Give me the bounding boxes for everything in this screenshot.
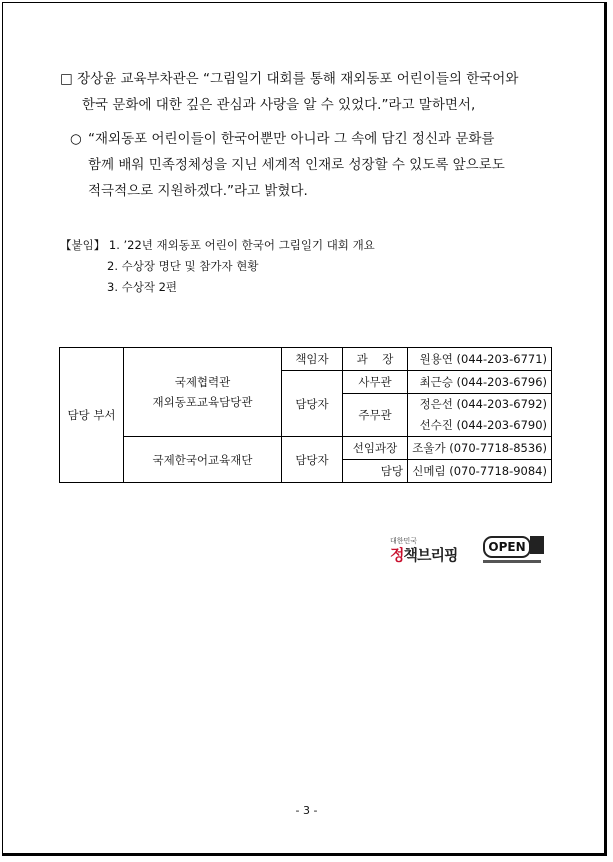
position-staff-officer: 주무관 xyxy=(343,394,408,437)
square-bullet: □ xyxy=(60,71,73,87)
contact-senior-manager: 조울가 (070-7718-8536) xyxy=(408,437,552,460)
role-staff-2: 담당자 xyxy=(282,437,343,483)
attachment-item: 2. 수상장 명단 및 참가자 현황 xyxy=(107,259,259,273)
attachment-label: 【붙임】 xyxy=(60,238,106,252)
paragraph2-line1: “재외동포 어린이들이 한국어뿐만 아니라 그 속에 담긴 정신과 문화를 xyxy=(88,131,495,147)
license-badge-icon xyxy=(530,536,544,554)
paragraph-quote xyxy=(70,126,560,204)
paragraph2-line3: 적극적으로 지원하겠다.”라고 밝혔다. xyxy=(88,183,308,199)
page-number: - 3 - xyxy=(295,804,318,817)
contact-manager: 신메림 (070-7718-9084) xyxy=(408,460,552,483)
contact-director: 원용연 (044-203-6771) xyxy=(408,348,552,371)
paragraph-vice-minister xyxy=(60,66,560,118)
circle-bullet: ○ xyxy=(70,131,82,147)
license-caption-icon xyxy=(483,559,541,566)
contact-table xyxy=(59,347,552,483)
open-license-logo xyxy=(483,536,545,566)
paragraph2-line1-row xyxy=(70,126,560,152)
attachments-list xyxy=(60,235,375,298)
paragraph1-line1: 장상윤 교육부차관은 “그림일기 대회를 통해 재외동포 어린이들의 한국어와 xyxy=(77,71,519,87)
role-chief: 책임자 xyxy=(282,348,343,371)
role-staff: 담당자 xyxy=(282,371,343,437)
position-officer: 사무관 xyxy=(343,371,408,394)
paragraph2-line2: 함께 배워 민족정체성을 지닌 세계적 인재로 성장할 수 있도록 앞으로도 xyxy=(88,157,505,173)
paragraph1-line2: 한국 문화에 대한 깊은 관심과 사랑을 알 수 있었다.”라고 말하면서, xyxy=(82,97,476,113)
attachment-item: 1. ’22년 재외동포 어린이 한국어 그림일기 대회 개요 xyxy=(108,238,375,252)
position-senior-manager: 선임과장 xyxy=(343,437,408,460)
policy-briefing-logo xyxy=(390,536,490,566)
logo-big-text: 정책브리핑 xyxy=(390,546,458,564)
contact-staff-b: 선수진 (044-203-6790) xyxy=(408,415,552,437)
org-international-cooperation xyxy=(124,348,282,437)
position-manager: 담당 xyxy=(343,460,408,483)
logo-small-text: 대한민국 xyxy=(390,537,418,545)
attachment-item: 3. 수상작 2편 xyxy=(107,280,178,294)
open-text: OPEN xyxy=(483,536,531,558)
org-korean-education-foundation: 국제한국어교육재단 xyxy=(124,437,282,483)
attachment-row-1 xyxy=(60,235,375,256)
contact-officer: 최근승 (044-203-6796) xyxy=(408,371,552,394)
dept-label: 담당 부서 xyxy=(60,348,124,483)
org1-line2: 재외동포교육담당관 xyxy=(152,395,253,409)
contact-staff-a: 정은선 (044-203-6792) xyxy=(408,394,552,416)
org1-line1: 국제협력관 xyxy=(174,375,231,389)
position-director: 과 장 xyxy=(343,348,408,371)
